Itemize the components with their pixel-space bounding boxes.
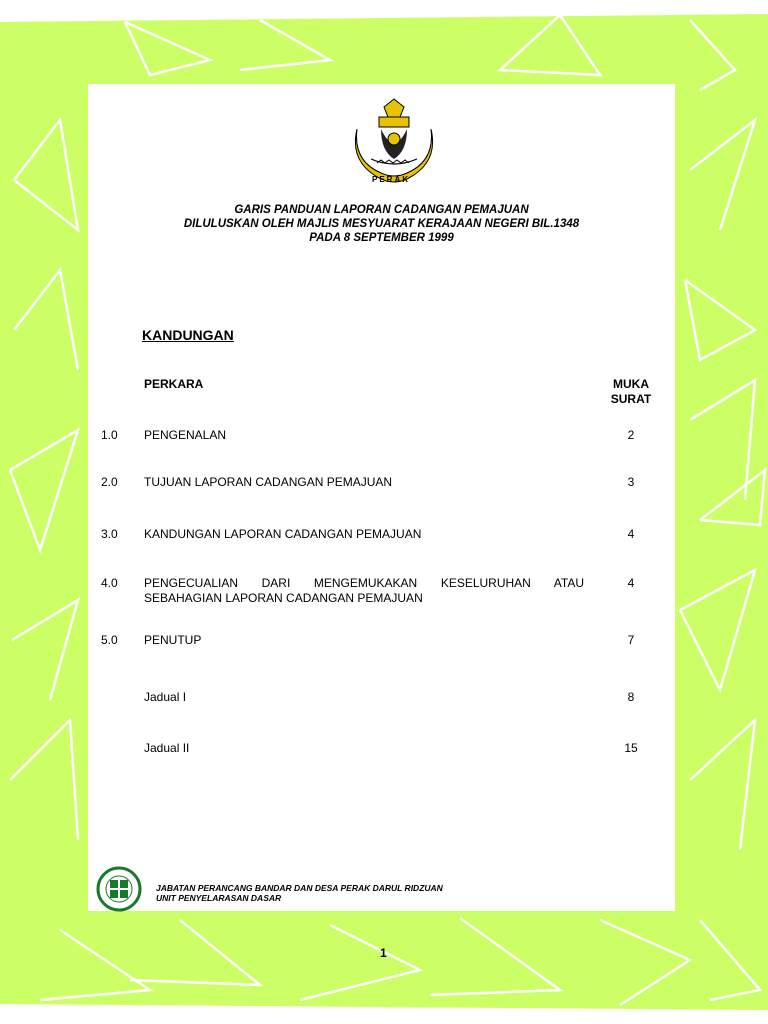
row-page: 8 [627, 690, 635, 704]
crest-caption: PERAK [372, 175, 411, 184]
row-page: 15 [624, 741, 638, 755]
row-title: PENUTUP [144, 633, 202, 647]
document-title-line-2: DILULUSKAN OLEH MAJLIS MESYUARAT KERAJAAN NEGERI BIL.1348 [183, 218, 580, 230]
row-page: 4 [627, 527, 635, 541]
row-title: TUJUAN LAPORAN CADANGAN PEMAJUAN [144, 475, 393, 489]
page-column-header-line-2: SURAT [610, 392, 652, 406]
row-page: 2 [627, 428, 635, 442]
row-title: Jadual II [144, 741, 190, 755]
item-column-header: PERKARA [144, 377, 204, 391]
row-number: 1.0 [101, 428, 118, 442]
document-title-line-1: GARIS PANDUAN LAPORAN CADANGAN PEMAJUAN [234, 204, 529, 216]
row-page: 4 [627, 576, 635, 590]
row-number: 2.0 [101, 475, 118, 489]
page-column-header-line-1: MUKA [613, 377, 649, 391]
footer-text [156, 883, 443, 903]
jpbd-logo-icon [96, 866, 142, 912]
page-column-header [596, 377, 666, 407]
row-number: 3.0 [101, 527, 118, 541]
row-title-continuation: SEBAHAGIAN LAPORAN CADANGAN PEMAJUAN [144, 591, 423, 605]
row-title: Jadual I [144, 690, 187, 704]
contents-heading: KANDUNGAN [142, 327, 234, 343]
document-page [88, 84, 675, 911]
row-title: PENGECUALIAN DARI MENGEMUKAKAN KESELURUHAN ATAU [144, 576, 584, 590]
row-number: 5.0 [101, 633, 118, 647]
page-number: 1 [380, 946, 387, 960]
document-title-line-3: PADA 8 SEPTEMBER 1999 [309, 232, 454, 244]
footer-department: JABATAN PERANCANG BANDAR DAN DESA PERAK DARUL RIDZUAN [156, 883, 443, 893]
footer-unit: UNIT PENYELARASAN DASAR [156, 893, 282, 903]
row-number: 4.0 [101, 576, 118, 590]
row-title: PENGENALAN [144, 428, 227, 442]
row-title: KANDUNGAN LAPORAN CADANGAN PEMAJUAN [144, 527, 422, 541]
row-page: 7 [627, 633, 635, 647]
row-page: 3 [627, 475, 635, 489]
